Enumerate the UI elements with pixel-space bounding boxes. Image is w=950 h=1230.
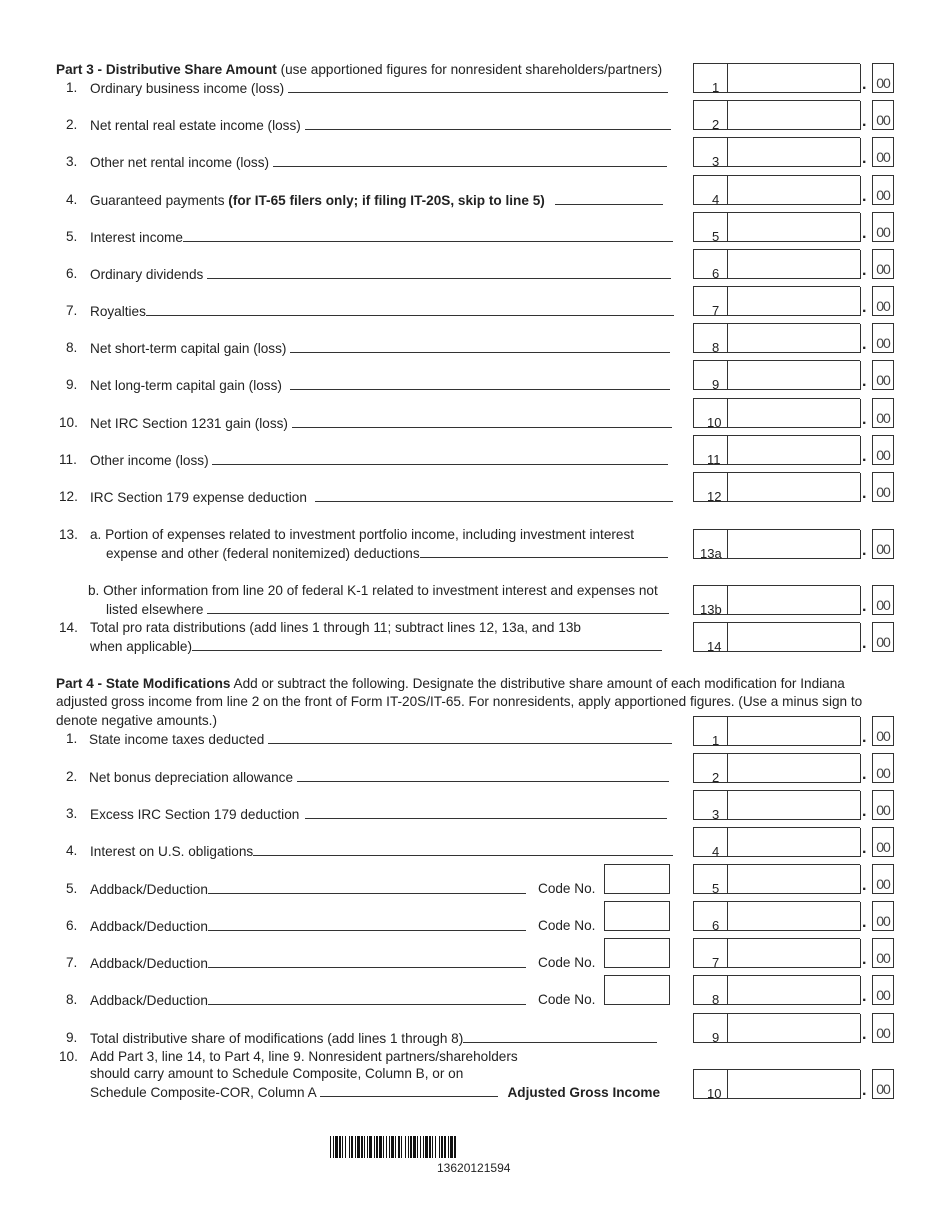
line-number: 1.	[66, 731, 78, 746]
part4-heading	[56, 676, 845, 692]
amount-field[interactable]	[693, 1013, 860, 1043]
barcode	[330, 1136, 620, 1158]
box-label: 3	[712, 154, 720, 169]
cents-field[interactable]: 00	[872, 790, 894, 820]
amount-field[interactable]	[693, 175, 860, 205]
cents-field[interactable]: 00	[872, 472, 894, 502]
line-number: 7.	[66, 955, 78, 970]
amount-field[interactable]	[693, 585, 860, 615]
cents-field[interactable]: 00	[872, 137, 894, 167]
box-label: 7	[712, 955, 720, 970]
line-number: 9.	[66, 377, 78, 392]
amount-field[interactable]	[693, 901, 860, 931]
line-label-cont: Schedule Composite-COR, Column A Adjusted Gross Income	[90, 1085, 661, 1100]
line-number: 8.	[66, 340, 78, 355]
line-number: 9.	[66, 1030, 78, 1045]
line-label-cont: should carry amount to Schedule Composite, Column B, or on	[90, 1066, 464, 1081]
line-label: Addback/Deduction	[90, 955, 526, 972]
amount-field[interactable]	[693, 1069, 860, 1099]
cents-field[interactable]: 00	[872, 435, 894, 465]
line-label: Net IRC Section 1231 gain (loss)	[90, 415, 672, 432]
box-label: 1	[712, 733, 720, 748]
part3-subtitle: (use apportioned figures for nonresident shareholders/partners)	[276, 62, 663, 77]
line-label: Ordinary dividends	[90, 266, 671, 283]
cents-field[interactable]: 00	[872, 63, 894, 93]
box-label: 8	[712, 992, 720, 1007]
line-number: 3.	[66, 154, 78, 169]
line-label: State income taxes deducted	[89, 731, 672, 748]
code-no-field[interactable]	[604, 864, 670, 894]
amount-field[interactable]	[693, 435, 860, 465]
line-label: Addback/Deduction	[90, 881, 526, 898]
line-label: Other income (loss)	[90, 452, 668, 469]
cents-field[interactable]: 00	[872, 175, 894, 205]
line-label: Royalties	[90, 303, 674, 320]
line-label: Other net rental income (loss)	[90, 154, 667, 171]
cents-field[interactable]: 00	[872, 975, 894, 1005]
line-label: Total distributive share of modifications (add lines 1 through 8)	[90, 1030, 657, 1047]
code-no-field[interactable]	[604, 901, 670, 931]
cents-field[interactable]: 00	[872, 1013, 894, 1043]
line-label-cont: when applicable)	[90, 638, 662, 655]
cents-field[interactable]: 00	[872, 901, 894, 931]
amount-field[interactable]	[693, 63, 860, 93]
amount-field[interactable]	[693, 938, 860, 968]
line-number: 7.	[66, 303, 78, 318]
code-no-label: Code No.	[538, 992, 596, 1007]
amount-field[interactable]	[693, 753, 860, 783]
box-label: 11	[707, 452, 721, 467]
part4-intro-3: denote negative amounts.)	[56, 713, 217, 728]
amount-field[interactable]	[693, 864, 860, 894]
line-number: 4.	[66, 843, 78, 858]
amount-field[interactable]	[693, 790, 860, 820]
cents-field[interactable]: 00	[872, 827, 894, 857]
amount-field[interactable]	[693, 286, 860, 316]
amount-field[interactable]	[693, 827, 860, 857]
amount-field[interactable]	[693, 360, 860, 390]
line-number: 6.	[66, 266, 78, 281]
line-label: IRC Section 179 expense deduction	[90, 489, 673, 506]
line-number: 2.	[66, 117, 78, 132]
line-label: Ordinary business income (loss)	[90, 80, 668, 97]
amount-field[interactable]	[693, 212, 860, 242]
code-no-label: Code No.	[538, 955, 596, 970]
box-label: 5	[712, 881, 720, 896]
line-label: a. Portion of expenses related to investment portfolio income, including investment interest	[90, 527, 635, 542]
line-number: 5.	[66, 881, 78, 896]
line-label: b. Other information from line 20 of federal K-1 related to investment interest and expenses not	[88, 583, 658, 598]
line-label: Net long-term capital gain (loss)	[90, 377, 670, 394]
part4-intro: Add or subtract the following. Designate the distributive share amount of each modification for Indiana	[230, 676, 845, 691]
box-label: 13a	[700, 546, 722, 561]
line-number: 2.	[66, 769, 78, 784]
line-label: Net bonus depreciation allowance	[89, 769, 669, 786]
line-label: Addback/Deduction	[90, 992, 526, 1009]
barcode-number: 13620121594	[437, 1161, 511, 1175]
box-label: 1	[712, 80, 720, 95]
box-label: 4	[712, 844, 720, 859]
line-number: 11.	[59, 452, 77, 467]
line-label: Addback/Deduction	[90, 918, 526, 935]
cents-field[interactable]: 00	[872, 529, 894, 559]
cents-field[interactable]: 00	[872, 212, 894, 242]
amount-field[interactable]	[693, 622, 860, 652]
line-label: Excess IRC Section 179 deduction	[90, 806, 667, 823]
cents-field[interactable]: 00	[872, 1069, 894, 1099]
box-label: 10	[707, 415, 722, 430]
cents-field[interactable]: 00	[872, 100, 894, 130]
box-label: 12	[707, 489, 722, 504]
code-no-field[interactable]	[604, 938, 670, 968]
cents-field[interactable]: 00	[872, 622, 894, 652]
cents-field[interactable]: 00	[872, 360, 894, 390]
amount-field[interactable]	[693, 529, 860, 559]
line-number: 14.	[59, 620, 78, 635]
line-number: 12.	[59, 489, 78, 504]
box-label: 7	[712, 303, 720, 318]
amount-field[interactable]	[693, 249, 860, 279]
line-number: 6.	[66, 918, 78, 933]
box-label: 13b	[700, 602, 722, 617]
part3-heading	[56, 62, 662, 78]
line-label: Net rental real estate income (loss)	[90, 117, 671, 134]
cents-field[interactable]: 00	[872, 323, 894, 353]
amount-field[interactable]	[693, 975, 860, 1005]
line-label: Total pro rata distributions (add lines 1 through 11; subtract lines 12, 13a, and 13b	[90, 620, 581, 635]
code-no-label: Code No.	[538, 881, 596, 896]
line-number: 1.	[66, 80, 78, 95]
part4-title: Part 4 - State Modifications	[56, 676, 231, 691]
box-label: 2	[712, 117, 720, 132]
line-number: 8.	[66, 992, 78, 1007]
line-label: Guaranteed payments (for IT-65 filers only; if filing IT-20S, skip to line 5)	[90, 192, 663, 209]
cents-field[interactable]: 00	[872, 398, 894, 428]
part3-title: Part 3 - Distributive Share Amount	[56, 62, 277, 77]
line-label: Net short-term capital gain (loss)	[90, 340, 670, 357]
amount-field[interactable]	[693, 398, 860, 428]
line-label: Interest on U.S. obligations	[90, 843, 673, 860]
line-number: 4.	[66, 192, 78, 207]
box-label: 4	[712, 192, 720, 207]
cents-field[interactable]: 00	[872, 864, 894, 894]
line-number: 5.	[66, 229, 78, 244]
line-label-cont: listed elsewhere	[106, 601, 669, 618]
box-label: 6	[712, 918, 720, 933]
box-label: 6	[712, 266, 720, 281]
box-label: 9	[712, 1030, 720, 1045]
cents-field[interactable]: 00	[872, 716, 894, 746]
line-number: 10.	[59, 1049, 78, 1064]
cents-field[interactable]: 00	[872, 249, 894, 279]
box-label: 9	[712, 377, 720, 392]
cents-field[interactable]: 00	[872, 585, 894, 615]
part4-intro-2: adjusted gross income from line 2 on the front of Form IT-20S/IT-65. For nonresidents, apply apportioned figures. (Use a minus sign to	[56, 694, 863, 709]
box-label: 8	[712, 340, 720, 355]
agi-label: Adjusted Gross Income	[507, 1085, 661, 1100]
line-number: 10.	[59, 415, 78, 430]
code-no-label: Code No.	[538, 918, 596, 933]
line-label: Add Part 3, line 14, to Part 4, line 9. Nonresident partners/shareholders	[90, 1049, 518, 1064]
amount-field[interactable]	[693, 323, 860, 353]
amount-field[interactable]	[693, 137, 860, 167]
amount-field[interactable]	[693, 472, 860, 502]
line-label-cont: expense and other (federal nonitemized) deductions	[106, 545, 668, 562]
box-label: 2	[712, 770, 720, 785]
line-number: 13.	[59, 527, 78, 542]
amount-field[interactable]	[693, 716, 860, 746]
amount-field[interactable]	[693, 100, 860, 130]
cents-field[interactable]: 00	[872, 753, 894, 783]
code-no-field[interactable]	[604, 975, 670, 1005]
line-label: Interest income	[90, 229, 673, 246]
cents-field[interactable]: 00	[872, 286, 894, 316]
box-label: 3	[712, 807, 720, 822]
box-label: 10	[707, 1086, 722, 1101]
line-number: 3.	[66, 806, 78, 821]
cents-field[interactable]: 00	[872, 938, 894, 968]
box-label: 14	[707, 639, 722, 654]
box-label: 5	[712, 229, 720, 244]
